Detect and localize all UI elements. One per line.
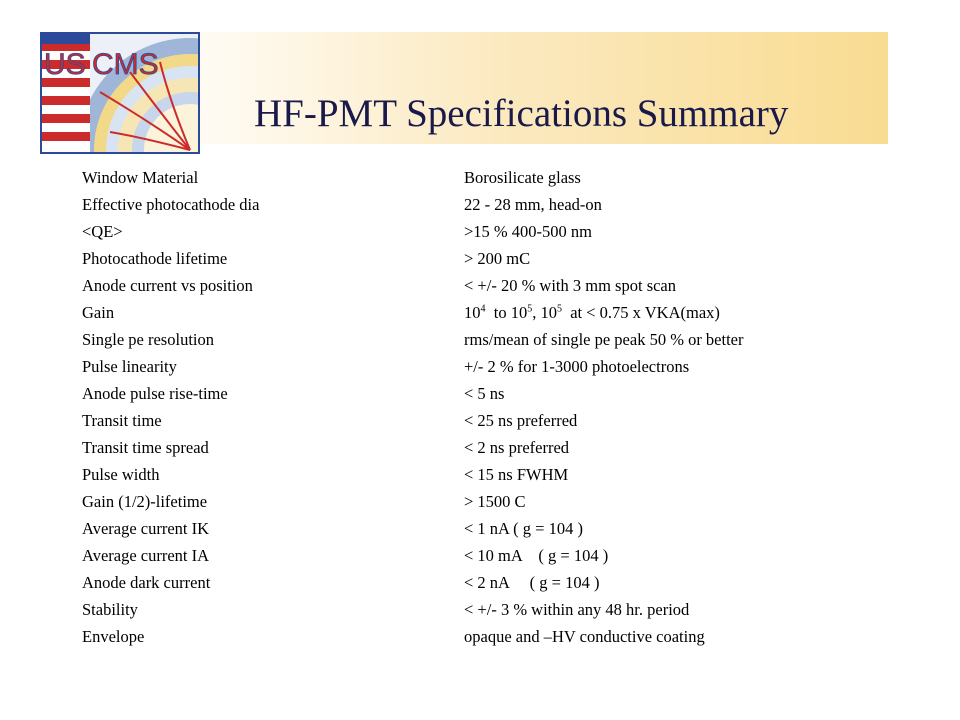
- spec-label: Transit time spread: [82, 438, 209, 457]
- spec-value: > 1500 C: [464, 492, 526, 511]
- spec-value: < 15 ns FWHM: [464, 465, 569, 484]
- spec-label: Pulse width: [82, 465, 160, 484]
- spec-row: [0, 434, 960, 461]
- spec-value: opaque and –HV conductive coating: [464, 627, 705, 646]
- spec-row: [0, 191, 960, 218]
- spec-value: < +/- 20 % with 3 mm spot scan: [464, 276, 677, 295]
- spec-row: [0, 461, 960, 488]
- spec-value: 22 - 28 mm, head-on: [464, 195, 602, 214]
- spec-row: [0, 326, 960, 353]
- spec-value: < 5 ns: [464, 384, 505, 403]
- spec-label: Window Material: [82, 168, 199, 187]
- spec-value-gain: [464, 299, 720, 326]
- spec-label: Average current IK: [82, 519, 210, 538]
- us-cms-logo-graphic: [40, 32, 200, 154]
- spec-label: Effective photocathode dia: [82, 195, 260, 214]
- spec-value: < 10 mA ( g = 104 ): [464, 546, 609, 565]
- spec-value: +/- 2 % for 1-3000 photoelectrons: [464, 357, 690, 376]
- spec-label: Stability: [82, 600, 138, 619]
- spec-row: [0, 380, 960, 407]
- spec-value: < 1 nA ( g = 104 ): [464, 519, 583, 538]
- spec-label: Transit time: [82, 411, 162, 430]
- spec-label: Gain: [82, 303, 115, 322]
- spec-value: >15 % 400-500 nm: [464, 222, 593, 241]
- spec-row: [0, 164, 960, 191]
- spec-label: Gain (1/2)-lifetime: [82, 492, 208, 511]
- spec-label: Anode dark current: [82, 573, 211, 592]
- spec-value: rms/mean of single pe peak 50 % or better: [464, 330, 744, 349]
- us-cms-logo: [40, 32, 200, 154]
- spec-label: Average current IA: [82, 546, 210, 565]
- spec-label: Single pe resolution: [82, 330, 214, 349]
- spec-row: [0, 218, 960, 245]
- spec-row: [0, 353, 960, 380]
- spec-label: Pulse linearity: [82, 357, 177, 376]
- spec-row: [0, 569, 960, 596]
- gain-base-1: 10: [464, 303, 481, 322]
- spec-row: [0, 623, 960, 650]
- spec-label: Envelope: [82, 627, 145, 646]
- spec-value: Borosilicate glass: [464, 168, 581, 187]
- spec-row: [0, 407, 960, 434]
- gain-base-3: , 10: [532, 303, 557, 322]
- spec-row: [0, 515, 960, 542]
- spec-value: < 2 nA ( g = 104 ): [464, 573, 600, 592]
- spec-value: < 25 ns preferred: [464, 411, 578, 430]
- spec-row: [0, 488, 960, 515]
- spec-value: > 200 mC: [464, 249, 531, 268]
- gain-condition: at < 0.75 x VKA(max): [561, 303, 720, 322]
- gain-exp-2: 5: [527, 303, 533, 315]
- spec-label: <QE>: [82, 222, 123, 241]
- spec-row: [0, 542, 960, 569]
- logo-us-text: US: [44, 48, 86, 81]
- spec-row: [0, 299, 960, 326]
- spec-row: [0, 596, 960, 623]
- gain-base-2: to 10: [485, 303, 528, 322]
- gain-exp-3: 5: [556, 303, 562, 315]
- gain-exp-1: 4: [480, 303, 486, 315]
- spec-label: Anode pulse rise-time: [82, 384, 228, 403]
- spec-value: < 2 ns preferred: [464, 438, 570, 457]
- spec-row: [0, 245, 960, 272]
- spec-row: [0, 272, 960, 299]
- spec-value: < +/- 3 % within any 48 hr. period: [464, 600, 690, 619]
- spec-label: Anode current vs position: [82, 276, 253, 295]
- spec-label: Photocathode lifetime: [82, 249, 228, 268]
- logo-cms-text: CMS: [92, 48, 159, 81]
- slide-title: HF-PMT Specifications Summary: [254, 92, 789, 135]
